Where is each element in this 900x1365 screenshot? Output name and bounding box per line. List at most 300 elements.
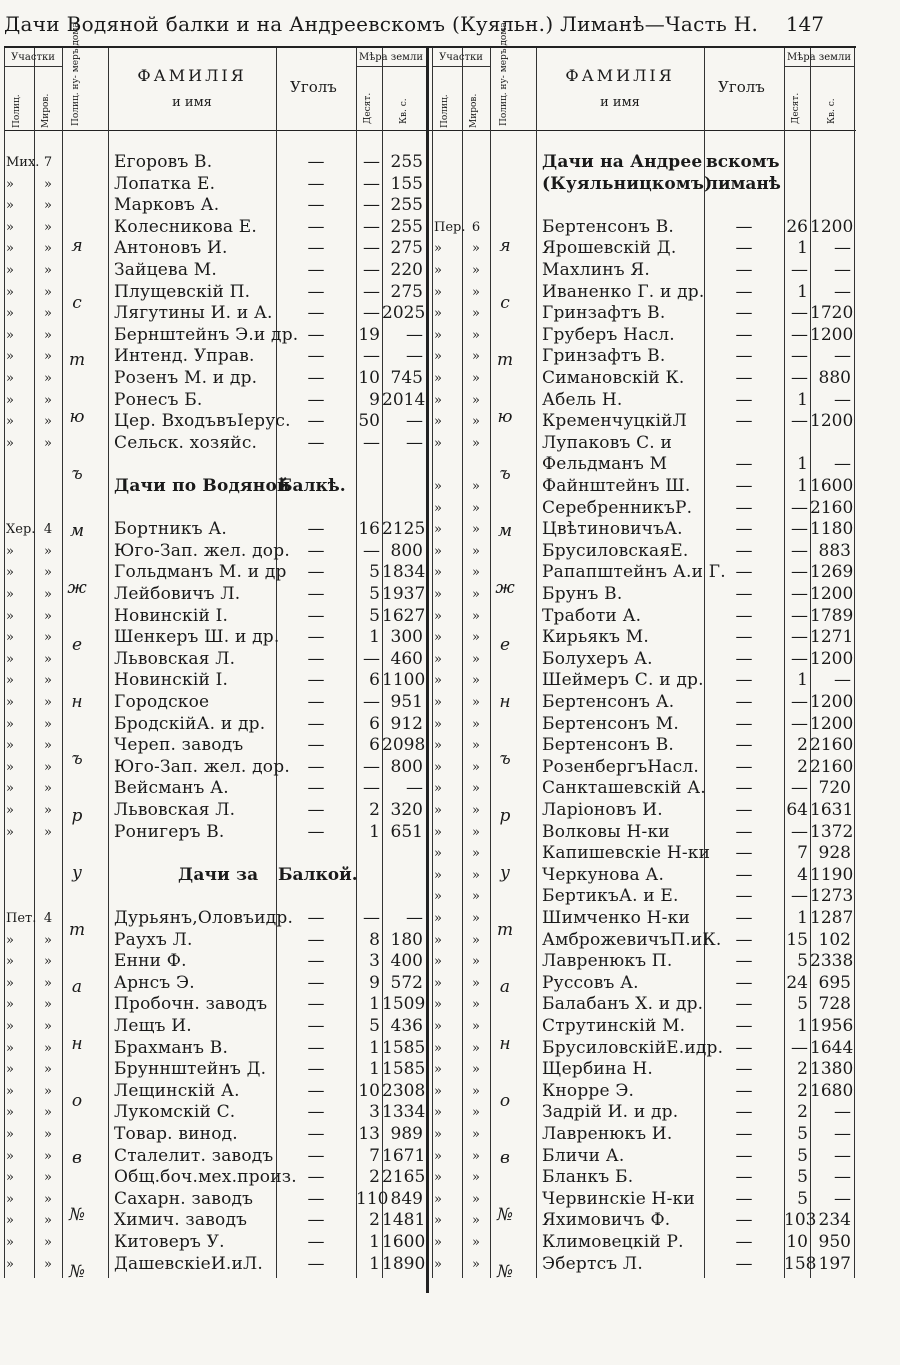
magistrate-district: » (472, 781, 480, 797)
magistrate-district: » (44, 1062, 52, 1078)
police-district (6, 498, 33, 519)
sq-sazhen-value: — (834, 346, 851, 367)
sq-sazhen-value: 1200 (810, 692, 854, 712)
street-letter: у (500, 863, 510, 883)
sq-sazhen-value: 400 (390, 951, 423, 972)
sq-sazhen-value (382, 498, 423, 519)
owner-name: ДашевскіеИ.иЛ. (114, 1253, 263, 1274)
magistrate-district (34, 476, 62, 497)
section-heading: (Куяльницкомъ) (542, 173, 713, 194)
section-heading: Дачи на Андрее (542, 152, 703, 172)
dessiatin-value: 5 (369, 562, 380, 583)
police-district: » (434, 975, 442, 991)
owner-name: Бличи А. (542, 1145, 625, 1166)
table-row (4, 649, 426, 670)
table-row (432, 411, 854, 432)
police-district: » (6, 1040, 14, 1056)
police-district: » (434, 803, 442, 818)
owner-name: Иваненко Г. и др. (542, 281, 705, 302)
dessiatin-value: 1 (369, 1037, 380, 1058)
owner-name: Руссовъ А. (542, 972, 639, 993)
corner-value (276, 498, 356, 519)
magistrate-district: » (44, 1191, 52, 1207)
owner-name: Китоверъ У. (114, 1232, 225, 1252)
police-district: » (434, 1256, 442, 1272)
page-number: 147 (785, 12, 824, 36)
corner-value: — (307, 1188, 325, 1209)
magistrate-district: » (472, 889, 480, 905)
header-ugol: Уголъ (290, 78, 337, 96)
dessiatin-value (784, 195, 808, 216)
magistrate-district: » (472, 349, 480, 365)
magistrate-district: » (472, 867, 480, 883)
street-letter: т (496, 350, 514, 370)
magistrate-district: » (472, 673, 480, 689)
table-row (4, 325, 426, 346)
police-district: » (434, 1235, 442, 1250)
police-district: » (6, 716, 14, 732)
header-uchastki: Участки (439, 52, 483, 63)
section-heading-cont: лиманѣ (706, 173, 781, 194)
table-row (432, 1081, 854, 1102)
police-district: » (434, 1191, 442, 1207)
police-district: » (434, 738, 442, 754)
corner-value: — (307, 346, 325, 367)
corner-value: — (735, 216, 753, 237)
corner-value: — (735, 821, 753, 842)
sq-sazhen-value: 1509 (382, 994, 426, 1015)
table-row (4, 951, 426, 972)
table-row (432, 476, 854, 497)
header-des: Десят. (791, 92, 801, 124)
corner-value: — (735, 800, 753, 820)
table-row (4, 1210, 426, 1231)
sq-sazhen-value: — (406, 324, 423, 345)
owner-name (542, 195, 703, 216)
table-row (4, 346, 426, 367)
corner-value: — (735, 994, 753, 1015)
owner-name: Розенъ М. и др. (114, 368, 258, 388)
dessiatin-value: 10 (358, 1080, 380, 1101)
magistrate-district: » (44, 651, 52, 667)
header-familia: ФАМИЛІЯ (137, 66, 247, 85)
corner-value (276, 886, 356, 907)
magistrate-district: » (472, 1213, 480, 1229)
table-row (4, 368, 426, 389)
dessiatin-value: 2 (797, 1059, 808, 1080)
table-row (4, 174, 426, 195)
sq-sazhen-value: 197 (818, 1253, 851, 1274)
owner-name: Бертенсонъ В. (542, 216, 675, 237)
table-row (432, 822, 854, 843)
magistrate-district: » (44, 716, 52, 732)
police-district: » (434, 695, 442, 710)
corner-value: — (307, 994, 325, 1015)
street-letter: т (68, 350, 86, 370)
magistrate-district: » (44, 997, 52, 1013)
sq-sazhen-value: 2025 (382, 303, 426, 324)
table-row (4, 994, 426, 1015)
table-row (432, 454, 854, 475)
police-district: » (434, 889, 442, 905)
police-district: » (434, 911, 442, 926)
corner-value: — (307, 605, 325, 626)
table-row (432, 606, 854, 627)
owner-name: Лейбовичъ Л. (114, 584, 241, 604)
sq-sazhen-value: 2125 (382, 519, 426, 540)
sq-sazhen-value: 1890 (382, 1253, 426, 1274)
corner-value: — (735, 1037, 753, 1058)
police-district: » (434, 1127, 442, 1142)
dessiatin-value: 2 (797, 1080, 808, 1101)
dessiatin-value: 1 (369, 1232, 380, 1252)
dessiatin-value: 1 (797, 908, 808, 928)
dessiatin-value: 5 (797, 1167, 808, 1188)
magistrate-district (34, 886, 62, 907)
police-district: » (434, 1170, 442, 1186)
police-district: » (434, 371, 442, 386)
owner-name: Задрій И. и др. (542, 1102, 679, 1123)
corner-value: — (735, 389, 753, 410)
street-letter: № (496, 1262, 514, 1282)
sq-sazhen-value: 1585 (382, 1037, 426, 1058)
police-district: Мих. (6, 155, 40, 170)
magistrate-district: » (44, 565, 52, 581)
owner-name: ЦвѣтиновичъА. (542, 519, 683, 540)
police-district: » (6, 1019, 14, 1034)
owner-name: Махлинъ Я. (542, 260, 650, 280)
police-district: » (434, 867, 442, 883)
dessiatin-value: — (363, 281, 380, 302)
corner-value (276, 454, 356, 475)
magistrate-district: » (472, 1083, 480, 1099)
police-district (6, 865, 33, 886)
sq-sazhen-value: 2160 (810, 497, 854, 518)
magistrate-district: » (472, 284, 480, 300)
street-letter: о (499, 1091, 511, 1111)
corner-value: — (735, 908, 753, 928)
section-heading-cont: вскомъ (706, 152, 780, 172)
corner-value: — (307, 562, 325, 583)
street-letter: т (496, 920, 514, 940)
uchastki-rule (4, 66, 62, 67)
sq-sazhen-value: 912 (390, 713, 423, 734)
dessiatin-value: — (363, 346, 380, 367)
table-row (432, 303, 854, 324)
police-district: » (434, 651, 442, 667)
sq-sazhen-value: 1273 (810, 886, 854, 907)
street-letter: а (71, 977, 83, 997)
street-letter: ж (67, 578, 87, 598)
sq-sazhen-value: — (834, 1124, 851, 1144)
corner-value: — (735, 476, 753, 496)
police-district: » (6, 587, 14, 602)
police-district (6, 886, 33, 907)
dessiatin-value (356, 476, 380, 497)
table-row (432, 498, 854, 519)
sq-sazhen-value: 255 (390, 195, 423, 216)
sq-sazhen-value: 1380 (810, 1059, 854, 1080)
owner-name: Груберъ Насл. (542, 324, 675, 345)
street-letter: н (71, 1034, 83, 1054)
owner-name: КременчуцкійЛ (542, 411, 688, 432)
police-district: » (434, 392, 442, 408)
magistrate-district (34, 454, 62, 475)
owner-name: Марковъ А. (114, 195, 220, 216)
sq-sazhen-value: 1200 (810, 713, 854, 734)
owner-name: Кнорре Э. (542, 1080, 635, 1101)
table-row (4, 1038, 426, 1059)
corner-value: — (735, 886, 753, 907)
table-row (4, 195, 426, 216)
dessiatin-value: — (363, 908, 380, 928)
corner-value: — (735, 1232, 753, 1252)
owner-name: Цер. ВходъвъІерус. (114, 411, 291, 432)
dessiatin-value: 4 (797, 864, 808, 885)
owner-name: Абель Н. (542, 389, 623, 410)
table-row (4, 606, 426, 627)
owner-name: Лупаковъ С. и (542, 432, 673, 453)
sq-sazhen-value: 1600 (810, 476, 854, 496)
street-letter: ъ (71, 464, 83, 484)
magistrate-district: » (472, 565, 480, 581)
sq-sazhen-value: 1334 (382, 1102, 426, 1123)
table-row (4, 1146, 426, 1167)
sq-sazhen-value: 2160 (810, 756, 854, 777)
magistrate-district: » (44, 1256, 52, 1272)
dessiatin-value: 5 (797, 1124, 808, 1144)
corner-value: — (307, 713, 325, 734)
magistrate-district (34, 843, 62, 864)
street-letter: ъ (499, 464, 511, 484)
magistrate-district: » (472, 327, 480, 343)
table-row (432, 325, 854, 346)
magistrate-district: » (44, 759, 52, 775)
table-row (432, 1210, 854, 1231)
table-row (4, 973, 426, 994)
header-house-number: Полиц. ну- меръ дома (71, 22, 81, 126)
corner-value: — (307, 519, 325, 540)
magistrate-district: 6 (471, 219, 481, 235)
header-bottom-rule (4, 130, 856, 131)
top-rule (4, 46, 856, 48)
dessiatin-value: 5 (797, 1188, 808, 1209)
dessiatin-value: — (363, 173, 380, 194)
dessiatin-value: 10 (786, 1232, 808, 1252)
police-district: » (6, 954, 14, 970)
owner-name: Сельск. хозяйс. (114, 432, 258, 453)
sq-sazhen-value: — (834, 454, 851, 475)
corner-value: — (735, 346, 753, 367)
corner-value: — (307, 432, 325, 453)
sq-sazhen-value: 1956 (810, 1016, 854, 1036)
police-district: » (6, 932, 14, 948)
table-row (4, 843, 426, 864)
police-district: » (6, 695, 14, 710)
magistrate-district: » (44, 975, 52, 991)
police-district: » (6, 565, 14, 581)
table-row (432, 714, 854, 735)
magistrate-district: » (44, 1083, 52, 1099)
dessiatin-value: — (363, 238, 380, 259)
header-mera: Мѣра земли (359, 52, 423, 63)
sq-sazhen-value: — (834, 281, 851, 302)
corner-value: — (735, 1059, 753, 1080)
corner-value: — (307, 216, 325, 237)
sq-sazhen-value: 2098 (382, 735, 426, 756)
table-row (4, 800, 426, 821)
table-row (432, 1102, 854, 1123)
owner-name: Шеймеръ С. и др. (542, 670, 704, 691)
police-district: » (434, 522, 442, 538)
sq-sazhen-value: — (406, 908, 423, 928)
police-district: » (434, 587, 442, 602)
magistrate-district: » (44, 349, 52, 365)
street-letter: р (499, 806, 511, 826)
dessiatin-value: 1 (797, 454, 808, 475)
header-imya: и имя (172, 95, 212, 110)
sq-sazhen-value: 928 (818, 843, 851, 864)
police-district: » (6, 738, 14, 754)
dessiatin-value: 1 (369, 994, 380, 1015)
magistrate-district: » (44, 673, 52, 689)
table-row (4, 757, 426, 778)
police-district: » (6, 306, 14, 322)
sq-sazhen-value: 2338 (810, 951, 854, 972)
police-district: » (6, 651, 14, 667)
magistrate-district: » (44, 803, 52, 818)
table-row (432, 1124, 854, 1145)
corner-value: — (735, 1210, 753, 1231)
dessiatin-value: — (791, 368, 808, 388)
owner-name: Сахарн. заводъ (114, 1188, 254, 1209)
corner-value: — (735, 540, 753, 561)
corner-value: — (735, 864, 753, 885)
owner-name (114, 886, 275, 907)
dessiatin-value: — (791, 562, 808, 583)
sq-sazhen-value: 436 (390, 1016, 423, 1036)
police-district: » (434, 716, 442, 732)
dessiatin-value: 24 (786, 972, 808, 993)
dessiatin-value: 5 (797, 994, 808, 1015)
magistrate-district: » (472, 716, 480, 732)
magistrate-district: » (472, 392, 480, 408)
sq-sazhen-value (382, 454, 423, 475)
police-district (6, 476, 33, 497)
sq-sazhen-value: 1180 (810, 519, 854, 540)
dessiatin-value: 13 (358, 1124, 380, 1144)
table-row (432, 1038, 854, 1059)
owner-name: Новинскій І. (114, 670, 229, 691)
magistrate-district: » (472, 1062, 480, 1078)
magistrate-district: » (472, 759, 480, 775)
magistrate-district: » (44, 176, 52, 192)
table-row (4, 238, 426, 259)
corner-value (704, 433, 784, 454)
police-district: » (434, 479, 442, 494)
sq-sazhen-value: 1287 (810, 908, 854, 928)
sq-sazhen-value: 155 (390, 173, 423, 194)
corner-value: — (307, 1037, 325, 1058)
magistrate-district: » (472, 1170, 480, 1186)
dessiatin-value: — (791, 692, 808, 712)
sq-sazhen-value: — (834, 238, 851, 259)
sq-sazhen-value: 950 (818, 1232, 851, 1252)
table-row (432, 627, 854, 648)
dessiatin-value (784, 152, 808, 173)
header-imya: и имя (600, 95, 640, 110)
police-district: » (6, 1213, 14, 1229)
table-row (432, 195, 854, 216)
table-row (432, 1059, 854, 1080)
police-district: » (6, 673, 14, 689)
sq-sazhen-value: 651 (390, 821, 423, 842)
table-row (4, 735, 426, 756)
dessiatin-value: — (791, 778, 808, 799)
owner-name: Гринзафтъ В. (542, 303, 666, 324)
magistrate-district: » (472, 543, 480, 559)
magistrate-district: » (472, 932, 480, 948)
sq-sazhen-value: 695 (818, 972, 851, 993)
table-row (432, 930, 854, 951)
table-row (432, 1232, 854, 1253)
owner-name: Товар. винод. (114, 1124, 238, 1144)
dessiatin-value: 2 (369, 1167, 380, 1188)
dessiatin-value: — (363, 195, 380, 216)
magistrate-district: » (472, 414, 480, 430)
magistrate-district: » (44, 1040, 52, 1056)
dessiatin-value: — (363, 778, 380, 799)
corner-value: — (735, 368, 753, 388)
sq-sazhen-value: 1200 (810, 324, 854, 345)
owner-name: Арнсъ Э. (114, 972, 195, 993)
owner-name: Файнштейнъ Ш. (542, 476, 691, 496)
sq-sazhen-value: 800 (390, 756, 423, 777)
table-row (4, 627, 426, 648)
table-row (432, 886, 854, 907)
police-district: Хер. (6, 522, 36, 538)
owner-name: Бортникъ А. (114, 519, 227, 540)
sq-sazhen-value: 255 (390, 152, 423, 172)
dessiatin-value: 1 (369, 1059, 380, 1080)
corner-value: — (307, 627, 325, 648)
magistrate-district: » (44, 824, 52, 840)
dessiatin-value: 1 (369, 821, 380, 842)
magistrate-district: » (44, 695, 52, 710)
dessiatin-value (784, 174, 808, 195)
police-district (434, 174, 461, 195)
corner-value: — (307, 929, 325, 950)
owner-name: Лещъ И. (114, 1016, 192, 1036)
header-kv: Кв. с. (399, 98, 409, 124)
dessiatin-value (356, 454, 380, 475)
magistrate-district: » (44, 1127, 52, 1142)
table-row (432, 390, 854, 411)
dessiatin-value: — (791, 346, 808, 367)
magistrate-district (462, 152, 490, 173)
corner-value: — (735, 843, 753, 864)
police-district: » (434, 932, 442, 948)
dessiatin-value: 103 (784, 1210, 817, 1231)
dessiatin-value: — (363, 692, 380, 712)
police-district: » (434, 500, 442, 516)
owner-name: Черкунова А. (542, 864, 665, 885)
dessiatin-value: 2 (797, 1102, 808, 1123)
sq-sazhen-value: 1190 (810, 864, 854, 885)
magistrate-district: » (472, 479, 480, 494)
sq-sazhen-value: 2165 (382, 1167, 426, 1188)
police-district: » (6, 371, 14, 386)
